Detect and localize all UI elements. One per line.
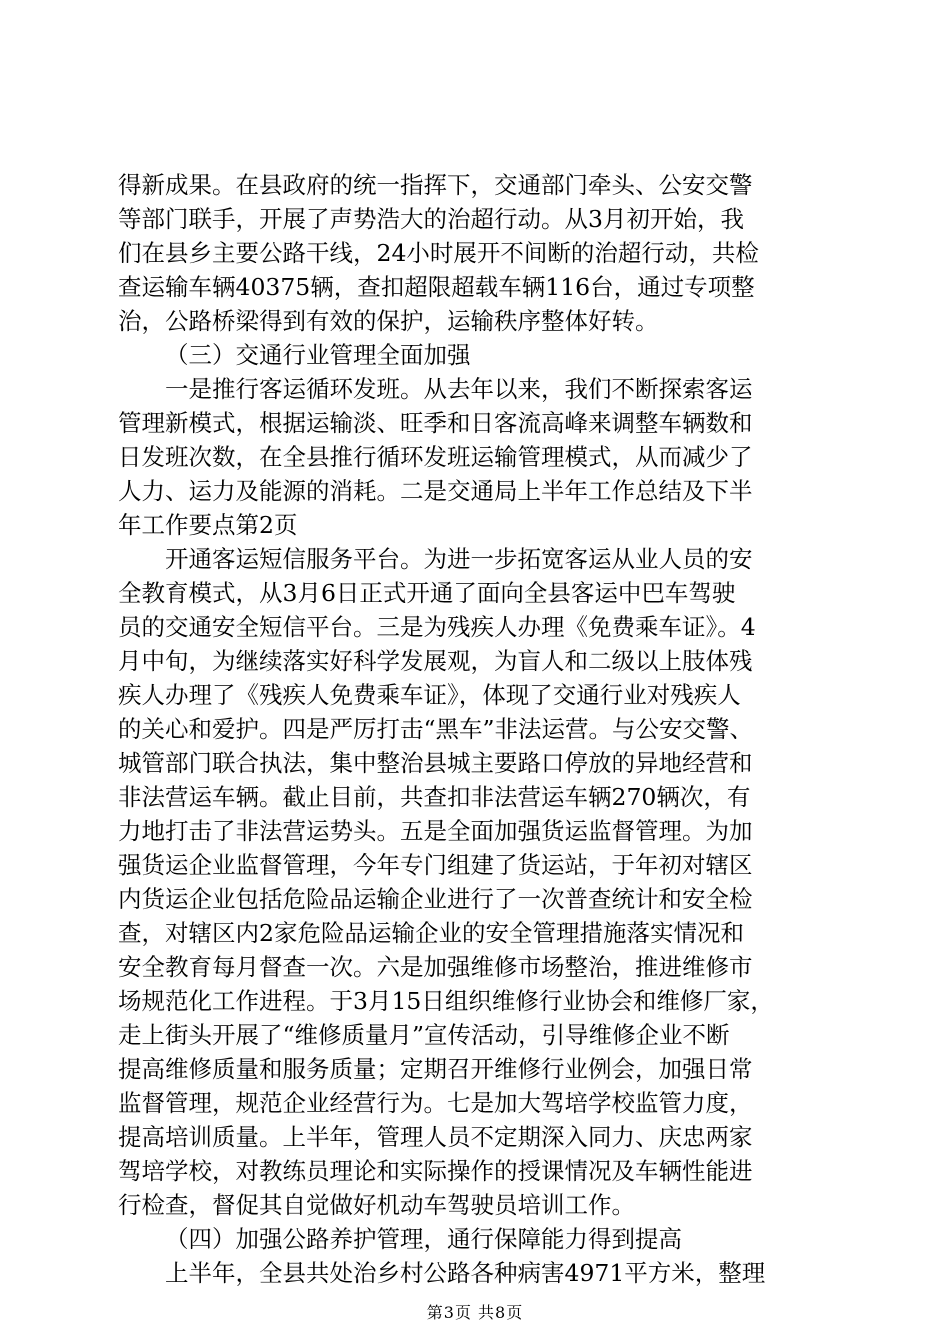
text-line: 得新成果。在县政府的统一指挥下，交通部门牵头、公安交警 bbox=[118, 171, 753, 199]
text-line: 力地打击了非法营运势头。五是全面加强货运监督管理。为加 bbox=[118, 817, 753, 845]
text-line: 监督管理，规范企业经营行为。七是加大驾培学校监管力度， bbox=[118, 1089, 753, 1117]
text-line: 走上街头开展了“维修质量月”宣传活动，引导维修企业不断 bbox=[118, 1021, 730, 1049]
section-heading: （三）交通行业管理全面加强 bbox=[165, 341, 471, 369]
text-line: 人力、运力及能源的消耗。二是交通局上半年工作总结及下半 bbox=[118, 477, 753, 505]
text-line: 疾人办理了《残疾人免费乘车证》，体现了交通行业对残疾人 bbox=[118, 681, 741, 709]
text-line: 们在县乡主要公路干线，24小时展开不间断的治超行动，共检 bbox=[118, 239, 759, 267]
text-line: 城管部门联合执法，集中整治县城主要路口停放的异地经营和 bbox=[118, 749, 753, 777]
text-line: 管理新模式，根据运输淡、旺季和日客流高峰来调整车辆数和 bbox=[118, 409, 753, 437]
text-line: 全教育模式，从3月6日正式开通了面向全县客运中巴车驾驶 bbox=[118, 579, 736, 607]
text-line: 一是推行客运循环发班。从去年以来，我们不断探索客运 bbox=[165, 375, 753, 403]
text-line: 的关心和爱护。四是严厉打击“黑车”非法运营。与公安交警、 bbox=[118, 715, 754, 743]
text-line: 内货运企业包括危险品运输企业进行了一次普查统计和安全检 bbox=[118, 885, 753, 913]
text-line: 治，公路桥梁得到有效的保护，运输秩序整体好转。 bbox=[118, 307, 659, 335]
text-line: 年工作要点第2页 bbox=[118, 511, 298, 539]
text-line: 上半年，全县共处治乡村公路各种病害4971平方米，整理 bbox=[165, 1259, 766, 1287]
text-line: 安全教育每月督查一次。六是加强维修市场整治，推进维修市 bbox=[118, 953, 753, 981]
text-line: 开通客运短信服务平台。为进一步拓宽客运从业人员的安 bbox=[165, 545, 753, 573]
text-line: 员的交通安全短信平台。三是为残疾人办理《免费乘车证》。4 bbox=[118, 613, 756, 641]
text-line: 月中旬，为继续落实好科学发展观，为盲人和二级以上肢体残 bbox=[118, 647, 753, 675]
text-line: 非法营运车辆。截止目前，共查扣非法营运车辆270辆次，有 bbox=[118, 783, 751, 811]
text-line: 日发班次数，在全县推行循环发班运输管理模式，从而减少了 bbox=[118, 443, 753, 471]
section-heading: （四）加强公路养护管理，通行保障能力得到提高 bbox=[165, 1225, 682, 1253]
text-line: 驾培学校，对教练员理论和实际操作的授课情况及车辆性能进 bbox=[118, 1157, 753, 1185]
text-line: 场规范化工作进程。于3月15日组织维修行业协会和维修厂家， bbox=[118, 987, 774, 1015]
text-line: 查，对辖区内2家危险品运输企业的安全管理措施落实情况和 bbox=[118, 919, 744, 947]
text-line: 行检查，督促其自觉做好机动车驾驶员培训工作。 bbox=[118, 1191, 635, 1219]
text-line: 提高培训质量。上半年，管理人员不定期深入同力、庆忠两家 bbox=[118, 1123, 753, 1151]
page-footer: 第3页 共8页 bbox=[426, 1303, 524, 1322]
text-line: 提高维修质量和服务质量；定期召开维修行业例会，加强日常 bbox=[118, 1055, 753, 1083]
text-line: 强货运企业监督管理，今年专门组建了货运站，于年初对辖区 bbox=[118, 851, 753, 879]
text-line: 查运输车辆40375辆，查扣超限超载车辆116台，通过专项整 bbox=[118, 273, 755, 301]
text-line: 等部门联手，开展了声势浩大的治超行动。从3月初开始，我 bbox=[118, 205, 744, 233]
document-body bbox=[118, 168, 848, 1290]
